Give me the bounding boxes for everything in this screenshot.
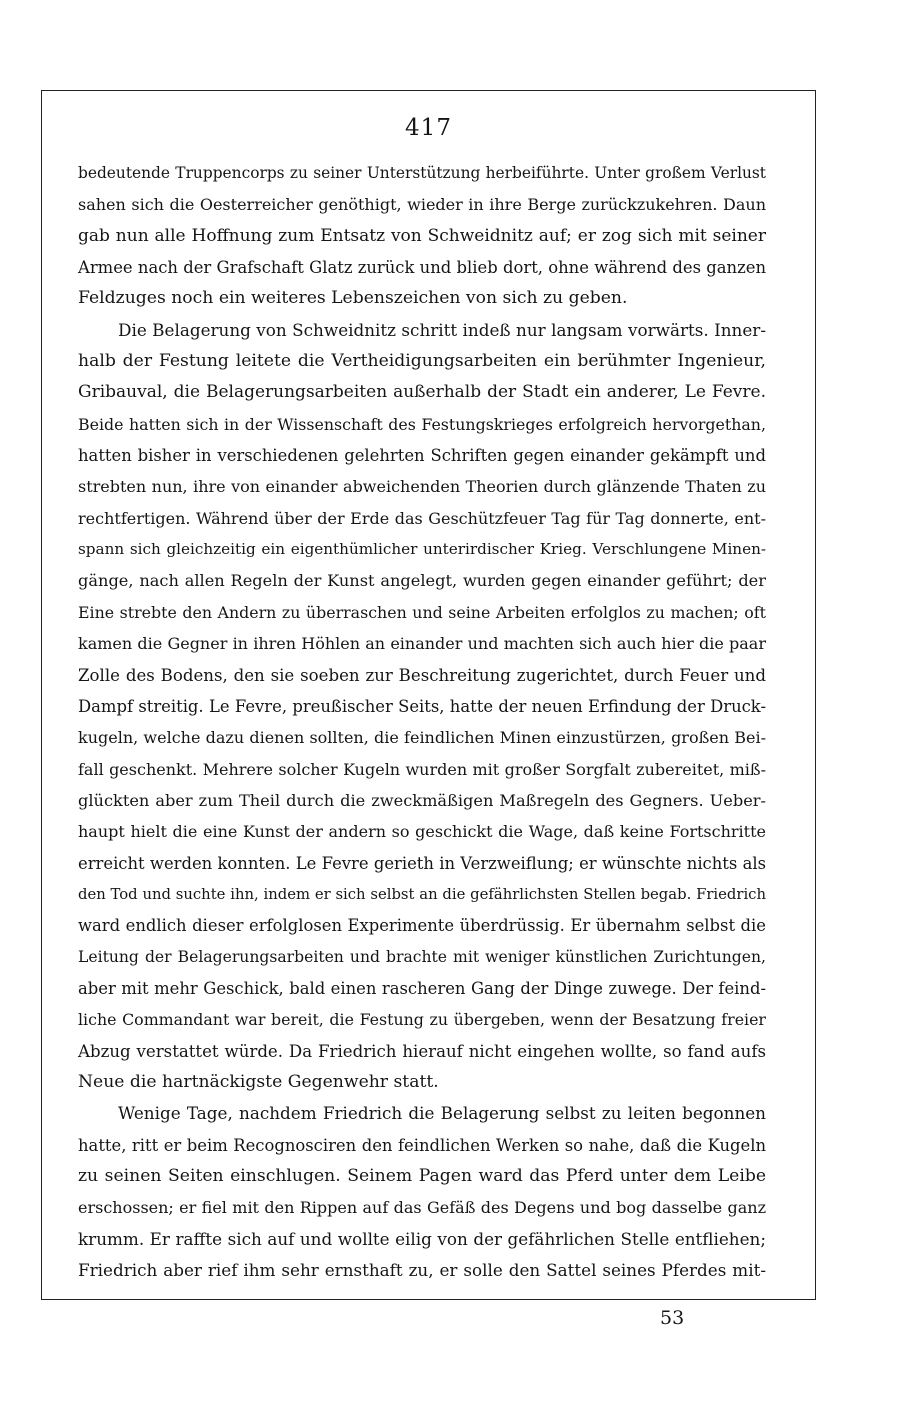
text-line: Gribauval, die Belagerungsarbeiten außerhalb der Stadt ein anderer, Le Fevre. <box>78 382 766 403</box>
text-line: fall geschenkt. Mehrere solcher Kugeln wurden mit großer Sorgfalt zubereitet, miß- <box>78 759 766 779</box>
text-line: Neue die hartnäckigste Gegenwehr statt. <box>78 1071 439 1092</box>
text-line: liche Commandant war bereit, die Festung zu übergeben, wenn der Besatzung freier <box>78 1010 766 1030</box>
text-line: Friedrich aber rief ihm sehr ernsthaft zu, er solle den Sattel seines Pferdes mit- <box>78 1260 766 1281</box>
text-line: krumm. Er raffte sich auf und wollte eilig von der gefährlichen Stelle entfliehen; <box>78 1228 766 1249</box>
text-line: Die Belagerung von Schweidnitz schritt indeß nur langsam vorwärts. Inner- <box>118 319 766 340</box>
text-line: ward endlich dieser erfolglosen Experimente überdrüssig. Er übernahm selbst die <box>78 916 766 936</box>
text-line: Beide hatten sich in der Wissenschaft des Festungskrieges erfolgreich hervorgethan, <box>78 414 766 434</box>
text-line: hatten bisher in verschiedenen gelehrten Schriften gegen einander gekämpft und <box>78 446 766 466</box>
text-line: Leitung der Belagerungsarbeiten und brachte mit weniger künstlichen Zurichtungen, <box>78 947 766 966</box>
text-line: zu seinen Seiten einschlugen. Seinem Pagen ward das Pferd unter dem Leibe <box>78 1166 766 1186</box>
text-line: gab nun alle Hoffnung zum Entsatz von Schweidnitz auf; er zog sich mit seiner <box>78 225 766 246</box>
body-text <box>78 158 766 1286</box>
text-line: Armee nach der Grafschaft Glatz zurück und blieb dort, ohne während des ganzen <box>78 258 766 278</box>
text-line: strebten nun, ihre von einander abweichenden Theorien durch glänzende Thaten zu <box>78 477 766 497</box>
text-line: spann sich gleichzeitig ein eigenthümlicher unterirdischer Krieg. Verschlungene Minen- <box>78 540 766 559</box>
text-line: Eine strebte den Andern zu überraschen und seine Arbeiten erfolglos zu machen; oft <box>78 602 766 622</box>
text-line: Wenige Tage, nachdem Friedrich die Belagerung selbst zu leiten begonnen <box>118 1103 766 1124</box>
page-number: 417 <box>405 115 452 141</box>
text-line: erreicht werden konnten. Le Fevre gerieth in Verzweiflung; er wünschte nichts als <box>78 853 766 873</box>
text-line: hatte, ritt er beim Recognosciren den feindlichen Werken so nahe, daß die Kugeln <box>78 1135 766 1155</box>
text-line: sahen sich die Oesterreicher genöthigt, wieder in ihre Berge zurückzukehren. Daun <box>78 195 766 215</box>
text-line: Feldzuges noch ein weiteres Lebenszeichen von sich zu geben. <box>78 288 628 309</box>
text-line: erschossen; er fiel mit den Rippen auf das Gefäß des Degens und bog dasselbe ganz <box>78 1198 766 1218</box>
text-line: aber mit mehr Geschick, bald einen rascheren Gang der Dinge zuwege. Der feind- <box>78 978 766 998</box>
text-line: bedeutende Truppencorps zu seiner Unterstützung herbeiführte. Unter großem Verlust <box>78 164 766 182</box>
text-line: rechtfertigen. Während über der Erde das Geschützfeuer Tag für Tag donnerte, ent- <box>78 508 766 528</box>
signature-mark: 53 <box>660 1307 685 1329</box>
text-line: halb der Festung leitete die Vertheidigungsarbeiten ein berühmter Ingenieur, <box>78 351 766 372</box>
text-line: Abzug verstattet würde. Da Friedrich hierauf nicht eingehen wollte, so fand aufs <box>78 1041 766 1061</box>
text-line: kamen die Gegner in ihren Höhlen an einander und machten sich auch hier die paar <box>78 634 766 654</box>
text-line: den Tod und suchte ihn, indem er sich selbst an die gefährlichsten Stellen begab. Friedrich <box>78 885 766 903</box>
text-line: kugeln, welche dazu dienen sollten, die feindlichen Minen einzustürzen, großen Bei- <box>78 728 766 748</box>
text-line: gänge, nach allen Regeln der Kunst angelegt, wurden gegen einander geführt; der <box>78 571 766 591</box>
text-line: Dampf streitig. Le Fevre, preußischer Seits, hatte der neuen Erfindung der Druck- <box>78 696 766 716</box>
text-line: glückten aber zum Theil durch die zweckmäßigen Maßregeln des Gegners. Ueber- <box>78 790 766 810</box>
text-line: Zolle des Bodens, den sie soeben zur Beschreitung zugerichtet, durch Feuer und <box>78 665 766 685</box>
text-line: haupt hielt die eine Kunst der andern so geschickt die Wage, daß keine Fortschritte <box>78 822 766 842</box>
